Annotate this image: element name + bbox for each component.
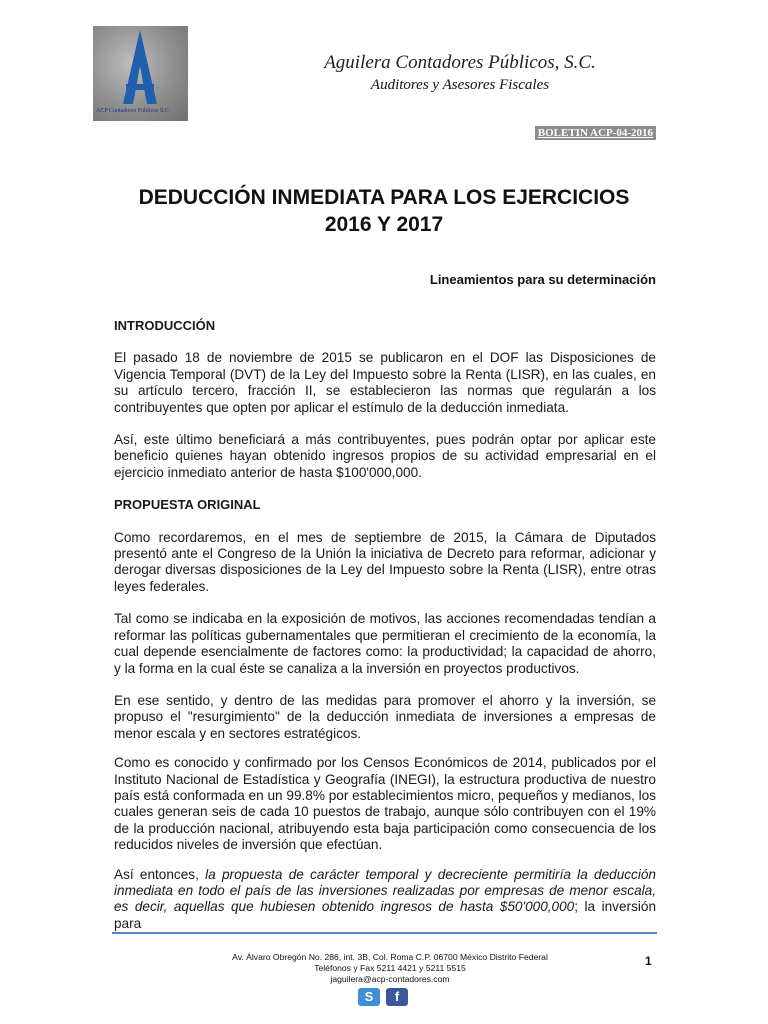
- paragraph-7: [114, 867, 656, 933]
- document-body: [114, 318, 656, 948]
- footer-address: Av. Álvaro Obregón No. 286, int. 3B, Col. Roma C.P. 06700 México Distrito Federal: [232, 952, 548, 962]
- title-line-2: 2016 Y 2017: [324, 213, 444, 236]
- paragraph-7-end: ; la inversión para: [114, 899, 657, 931]
- title-line-1: DEDUCCIÓN INMEDIATA PARA LOS EJERCICIOS: [138, 186, 630, 209]
- paragraph-6: Como es conocido y confirmado por los Censos Económicos de 2014, publicados por el Instituto Nacional de Estadística y Geografía (INEGI), la estructura productiva de nuestro país está conformada en un 99.8% por establecimientos micro, pequeños y medianos, los cuales generan seis de cada 10 puestos de trabajo, aunque sólo contribuyen con el 19% de la producción nacional, atribuyendo esta baja participación como consecuencia de los reducidos niveles de inversión que efectúan.: [114, 755, 656, 853]
- bulletin-code: BOLETIN ACP-04-2016: [535, 126, 656, 140]
- footer-phones: Teléfonos y Fax 5211 4421 y 5211 5515: [314, 963, 466, 973]
- skype-icon[interactable]: S: [358, 988, 380, 1006]
- page-number: 1: [645, 954, 652, 968]
- paragraph-7-italic: la propuesta de carácter temporal y decreciente permitiría la deducción inmediata en todo el país de las inversiones realizadas por empresas de menor escala, es decir, aquellas que hubiesen obtenido ingresos de hasta $50'000,000: [114, 866, 656, 915]
- paragraph-5: En ese sentido, y dentro de las medidas para promover el ahorro y la inversión, se propuso el "resurgimiento" de la deducción inmediata de inversiones a empresas de menor escala y en sectores estratégicos.: [114, 692, 656, 741]
- paragraph-4: Tal como se indicaba en la exposición de motivos, las acciones recomendadas tendían a reformar las políticas gubernamentales que permitieran el crecimiento de la economía, la cual depende esencialmente de factores como: la productividad; la capacidad de ahorro, y la forma en la cual éste se canaliza a la inversión en proyectos productivos.: [114, 611, 656, 676]
- paragraph-2: Así, este último beneficiará a más contribuyentes, pues podrán optar por aplicar este beneficio quienes hayan obtenido ingresos propios de su actividad empresarial en el ejercicio inmediato anterior de hasta $100'000,000.: [114, 432, 656, 480]
- paragraph-7-start: Así entonces,: [114, 866, 206, 882]
- intro-heading: INTRODUCCIÓN: [114, 318, 216, 333]
- footer-divider: [112, 932, 657, 934]
- document-title: [100, 184, 668, 238]
- facebook-icon[interactable]: f: [386, 988, 408, 1006]
- paragraph-1: El pasado 18 de noviembre de 2015 se publicaron en el DOF las Disposiciones de Vigencia Temporal (DVT) de la Ley del Impuesto sobre la Renta (LISR), en las cuales, en su artículo tercero, fracción II, se establecieron las normas que regularán a los contribuyentes que opten por aplicar el estímulo de la deducción inmediata.: [114, 350, 656, 415]
- footer-email[interactable]: jaguilera@acp-contadores.com: [330, 974, 450, 984]
- social-links: [358, 988, 408, 1006]
- company-subtitle: Auditores y Asesores Fiscales: [370, 77, 550, 93]
- footer: [180, 952, 600, 985]
- logo-a-mark: [93, 26, 188, 121]
- company-logo: [93, 26, 188, 121]
- logo-caption: ACP Contadores Públicos S.C: [96, 108, 169, 114]
- paragraph-3: Como recordaremos, en el mes de septiembre de 2015, la Cámara de Diputados presentó ante el Congreso de la Unión la iniciativa de Decreto para reformar, adicionar y derogar diversas disposiciones de la Ley del Impuesto sobre la Renta (LISR), entre otras leyes federales.: [114, 529, 656, 594]
- document-tagline: Lineamientos para su determinación: [429, 272, 656, 287]
- company-name: Aguilera Contadores Públicos, S.C.: [324, 52, 596, 73]
- proposal-heading: PROPUESTA ORIGINAL: [114, 497, 261, 513]
